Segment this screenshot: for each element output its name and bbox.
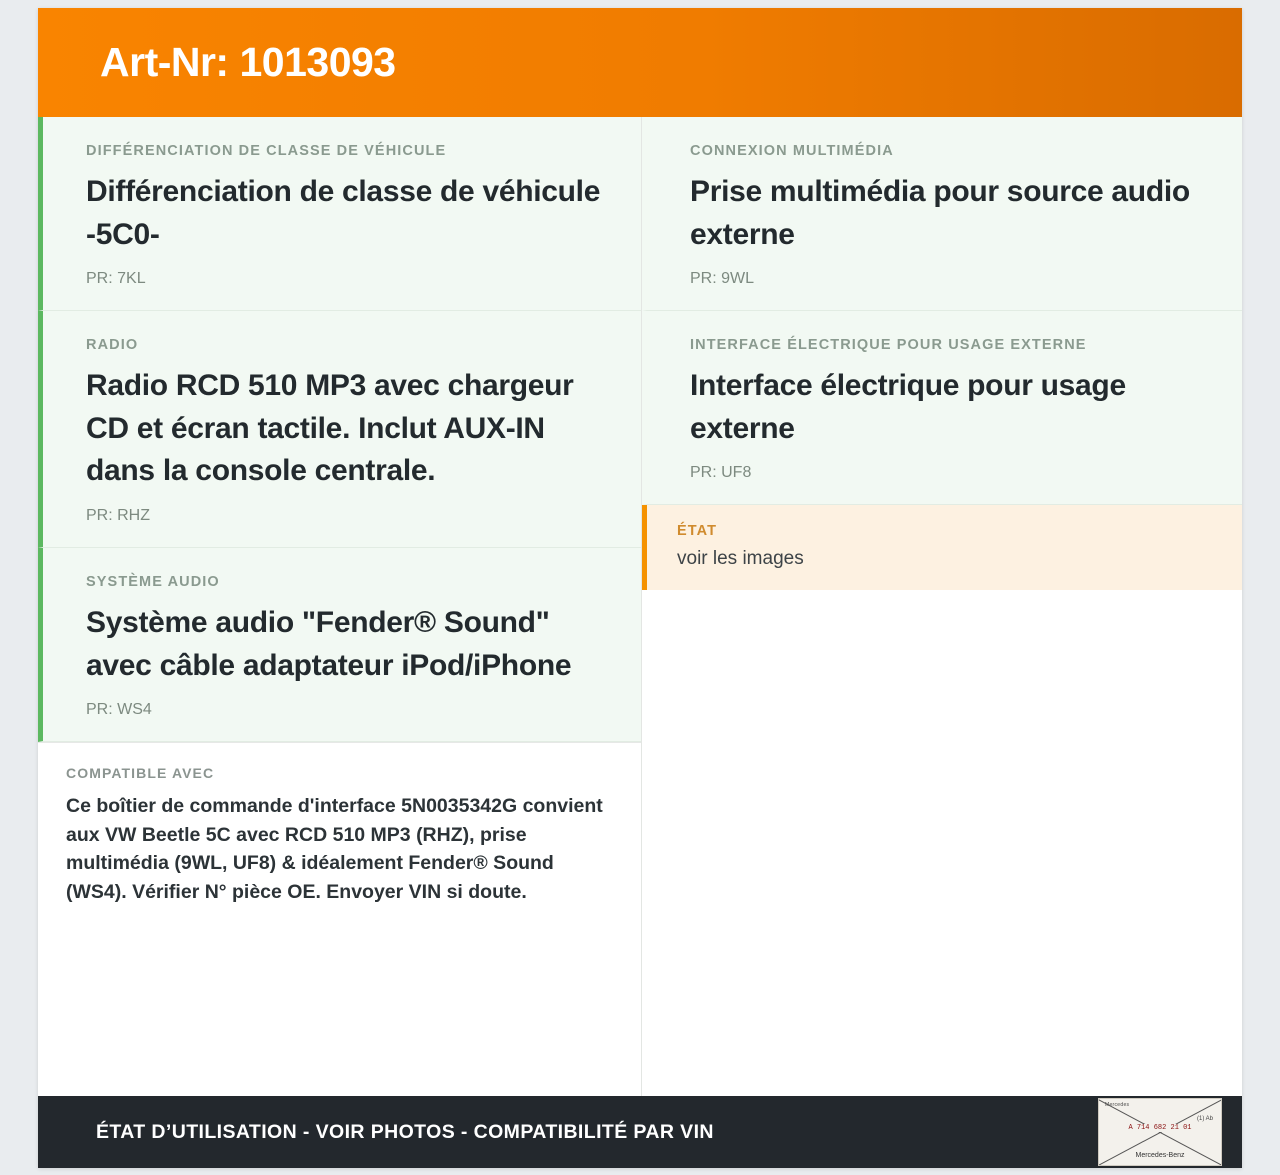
feature-pr-code: PR: WS4: [86, 701, 152, 719]
feature-card: [38, 117, 641, 311]
header-bar: [38, 8, 1242, 117]
content-area: [38, 117, 1242, 1096]
feature-category: RADIO: [86, 337, 139, 354]
feature-name: Différenciation de classe de véhicule -5C0-: [86, 175, 601, 251]
feature-pr-code: PR: 7KL: [86, 270, 146, 288]
label-part-code: A 714 682 21 01: [1128, 1124, 1192, 1133]
footer-notice: ÉTAT D’UTILISATION - VOIR PHOTOS - COMPATIBILITÉ PAR VIN: [96, 1120, 714, 1143]
feature-category: CONNEXION MULTIMÉDIA: [690, 143, 894, 159]
feature-card: [642, 117, 1242, 311]
compatibility-text: Ce boîtier de commande d'interface 5N0035342G convient aux VW Beetle 5C avec RCD 510 MP3 (RHZ), prise multimédia (9WL, UF8) & idéalement Fender® Sound (WS4). Vérifier N° pièce OE. Envoyer VIN si doute.: [66, 795, 603, 904]
feature-card: [642, 311, 1242, 505]
feature-name: Système audio "Fender® Sound" avec câble adaptateur iPod/iPhone: [86, 605, 572, 682]
page-title: Art-Nr: 1013093: [100, 39, 396, 85]
state-label: ÉTAT: [677, 523, 718, 540]
listing-sheet: [38, 8, 1242, 1168]
right-column-filler: [642, 590, 1242, 1096]
feature-name: Radio RCD 510 MP3 avec chargeur CD et écran tactile. Inclut AUX-IN dans la console centrale.: [86, 369, 574, 488]
feature-card: [38, 311, 641, 548]
compatibility-label: COMPATIBLE AVEC: [66, 765, 215, 782]
feature-name: Prise multimédia pour source audio externe: [690, 175, 1190, 251]
part-label-image: [1098, 1098, 1222, 1166]
right-column: [642, 117, 1242, 1096]
compatibility-block: [38, 742, 641, 931]
label-brand-text: Mercedes: [1105, 1102, 1130, 1108]
label-corner-text: (1) Ab: [1196, 1116, 1213, 1123]
footer-bar: [38, 1096, 1242, 1168]
feature-name: Interface électrique pour usage externe: [690, 369, 1126, 445]
state-value: voir les images: [677, 548, 804, 570]
state-block: [642, 505, 1242, 590]
feature-category: SYSTÈME AUDIO: [86, 573, 220, 590]
feature-pr-code: PR: RHZ: [86, 506, 150, 524]
label-maker-text: Mercedes-Benz: [1135, 1152, 1185, 1159]
feature-category: DIFFÉRENCIATION DE CLASSE DE VÉHICULE: [86, 143, 447, 159]
feature-pr-code: PR: UF8: [690, 464, 752, 482]
feature-card: [38, 548, 641, 742]
feature-pr-code: PR: 9WL: [690, 270, 755, 288]
left-column: [38, 117, 642, 1096]
feature-category: INTERFACE ÉLECTRIQUE POUR USAGE EXTERNE: [690, 337, 1087, 354]
